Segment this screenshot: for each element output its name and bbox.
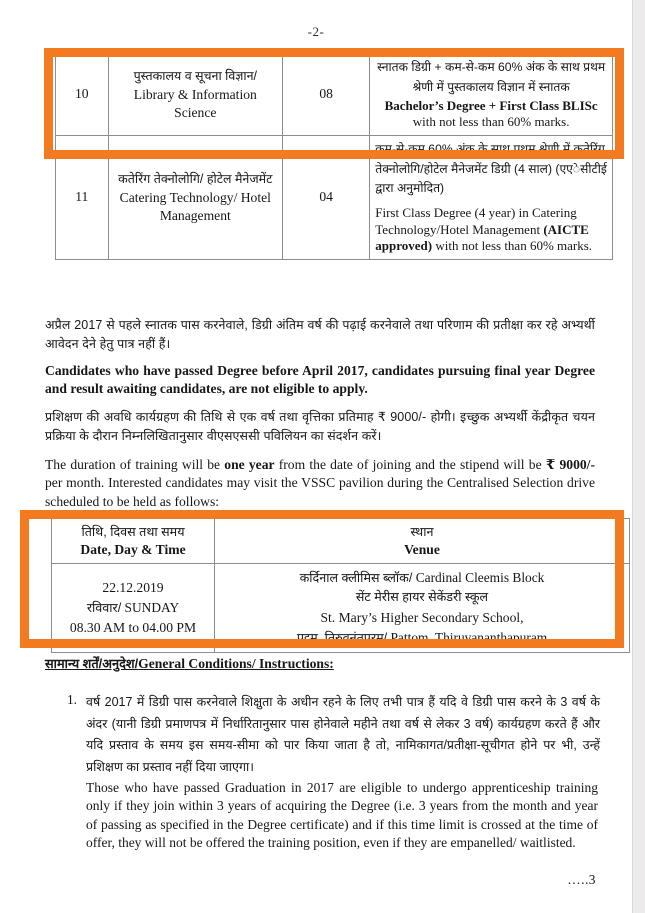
cell-date-day-time — [52, 563, 215, 652]
cell-sl-no — [56, 135, 109, 259]
header-cell-date — [52, 519, 215, 564]
venue-day-value — [56, 598, 210, 618]
qualification-hindi: कम-से-कम 60% अंक के साथ प्रथम श्रेणी में कतेरिंग तेक्नोलोगि/होटेल मैनेजमेंट डिग्री (4 साल) (एएेसीटीई द्वारा अनुमोदित) — [375, 141, 607, 196]
eligibility-paragraph-hindi: अप्रैल 2017 से पहले स्नातक पास करनेवाले, डिग्री अंतिम वर्ष की पढ़ाई करनेवाले तथा परिणाम की प्रतीक्षा कर रहे अभ्यर्थी आवेदन देने हेतु पात्र नहीं हैं। — [45, 318, 595, 352]
table-row — [56, 135, 613, 259]
page-number-marker: -2- — [307, 24, 325, 39]
stipend-amount-value: ₹ 9000/- — [545, 457, 595, 472]
trade-name-hindi: कतेरिंग तेक्नोलोगि/ होटेल मैनेजमेंट — [118, 172, 273, 187]
header-cell-venue — [215, 519, 630, 564]
table-row — [52, 563, 630, 652]
venue-line-2-hindi: सेंट मेरीस हायर सेकेंडरी स्कूल — [355, 590, 489, 605]
vacancies-value: 04 — [319, 189, 333, 205]
trade-name-english: Library & Information Science — [133, 87, 257, 120]
qualification-english — [375, 98, 607, 131]
general-conditions-item-1 — [60, 692, 600, 778]
cell-vacancies — [283, 54, 370, 136]
page-right-gutter — [632, 0, 645, 913]
venue-line-4-english: Pattom, Thiruvananthapuram — [387, 629, 548, 645]
cell-sl-no — [56, 54, 109, 136]
venue-line-3-english: St. Mary’s Higher Secondary School, — [320, 609, 524, 625]
cell-venue-address — [215, 563, 630, 652]
table-header-row — [52, 519, 630, 564]
general-conditions-heading-english: General Conditions/ Instructions: — [138, 656, 334, 671]
eligibility-paragraph-english: Candidates who have passed Degree before April 2017, candidates pursuing final year Degree and result awaiting candidates, are not eligible to apply. — [45, 363, 595, 397]
cell-vacancies — [283, 135, 370, 259]
stipend-paragraph-english — [45, 456, 595, 511]
table-row — [56, 54, 613, 136]
trade-name-hindi: पुस्तकालय व सूचना विज्ञान/ — [133, 69, 258, 84]
list-item-text-hindi: वर्ष 2017 में डिग्री पास करनेवाले शिक्षुता के अधीन रहने के लिए तभी पात्र हैं यदि वे डिग्री पास करने के 3 वर्ष के अंदर (यानी डिग्री प्रमाणपत्र में निर्धारितानुसार पास होनेवाले महीने तथा वर्ष से लेकर 3 वर्ष) कार्यग्रहण करते हैं और यदि प्रस्ताव के समय इस समय-सीमा को पार किया जाता है तो, नामिकागत/प्रतीक्षा-सूचीगत होने पर भी, उन्हें प्रशिक्षण का प्रस्ताव नहीं दिया जाएगा। — [86, 695, 600, 774]
cell-trade-name — [108, 135, 282, 259]
venue-header-date-hindi: तिथि, दिवस तथा समय — [81, 525, 185, 539]
qualification-hindi: स्नातक डिग्री + कम-से-कम 60% अंक के साथ प्रथम श्रेणी में पुस्तकालय विज्ञान में स्नातक — [377, 60, 606, 94]
qualification-table — [55, 53, 613, 260]
venue-line-1-english: Cardinal Cleemis Block — [412, 569, 545, 585]
venue-day-english: SUNDAY — [121, 599, 180, 615]
vacancies-value: 08 — [319, 86, 333, 102]
trade-name-english: Catering Technology/ Hotel Management — [119, 190, 271, 223]
qualification-english-rest: with not less than 60% marks. — [432, 238, 593, 254]
cell-qualification — [370, 135, 613, 259]
venue-header-date-english: Date, Day & Time — [80, 542, 186, 558]
cell-qualification — [370, 54, 613, 136]
qualification-english-pre: First Class Degree (4 year) in Catering Technology/Hotel Management — [375, 205, 577, 237]
list-item-marker: 1. — [66, 692, 77, 707]
qualification-english-bold: (AICTE approved) — [375, 221, 589, 254]
venue-date-value: 22.12.2019 — [102, 579, 164, 595]
venue-table — [51, 518, 630, 653]
sl-no-value: 11 — [75, 189, 89, 205]
general-conditions-heading — [45, 654, 334, 672]
venue-line-1-hindi: कर्दिनाल क्लीमिस ब्लॉक/ — [299, 570, 413, 585]
stipend-text-3: per month. Interested candidates may visit the VSSC pavilion during the Centralised Selection drive scheduled to be held as follows: — [45, 475, 595, 509]
qualification-english-bold: Bachelor’s Degree + First Class BLISc — [384, 97, 598, 113]
stipend-paragraph-hindi: प्रशिक्षण की अवधि कार्यग्रहण की तिथि से एक वर्ष तथा वृत्तिका प्रतिमाह ₹ 9000/- होगी। इच्छुक अभ्यर्थी केंद्रीकृत चयन प्रक्रिया के दौरान निम्नलिखितानुसार वीएसएससी पविलियन का संदर्शन करें। — [45, 410, 595, 444]
stipend-text-1: The duration of training will be — [45, 457, 225, 472]
venue-header-venue-english: Venue — [404, 542, 440, 558]
continuation-marker: …..3 — [567, 872, 596, 887]
stipend-duration-value: one year — [224, 457, 275, 472]
venue-header-venue-hindi: स्थान — [410, 525, 434, 539]
qualification-english — [375, 205, 607, 255]
venue-line-4 — [219, 628, 625, 648]
qualification-english-rest: with not less than 60% marks. — [412, 114, 570, 130]
sl-no-value: 10 — [74, 86, 89, 102]
cell-trade-name — [108, 54, 282, 136]
stipend-text-2: from the date of joining and the stipend will be — [274, 457, 546, 472]
venue-line-1 — [219, 568, 625, 588]
general-conditions-heading-hindi: सामान्य शर्तें/अनुदेश/ — [45, 656, 139, 671]
venue-day-hindi: रविवार/ — [86, 600, 122, 615]
list-item-text-english: Those who have passed Graduation in 2017 are eligible to undergo apprenticeship training only if they join within 3 years of acquiring the Degree (i.e. 3 years from the month and year of passing as specified in the Degree certificate) and if this time limit is crossed at the time of offer, they will not be offered the training position, even if they are empanelled/ waitlisted. — [86, 780, 598, 851]
venue-time-value: 08.30 AM to 04.00 PM — [69, 620, 197, 636]
venue-line-4-hindi: पट्टम, तिरुवनंतपुरम/ — [296, 630, 388, 645]
